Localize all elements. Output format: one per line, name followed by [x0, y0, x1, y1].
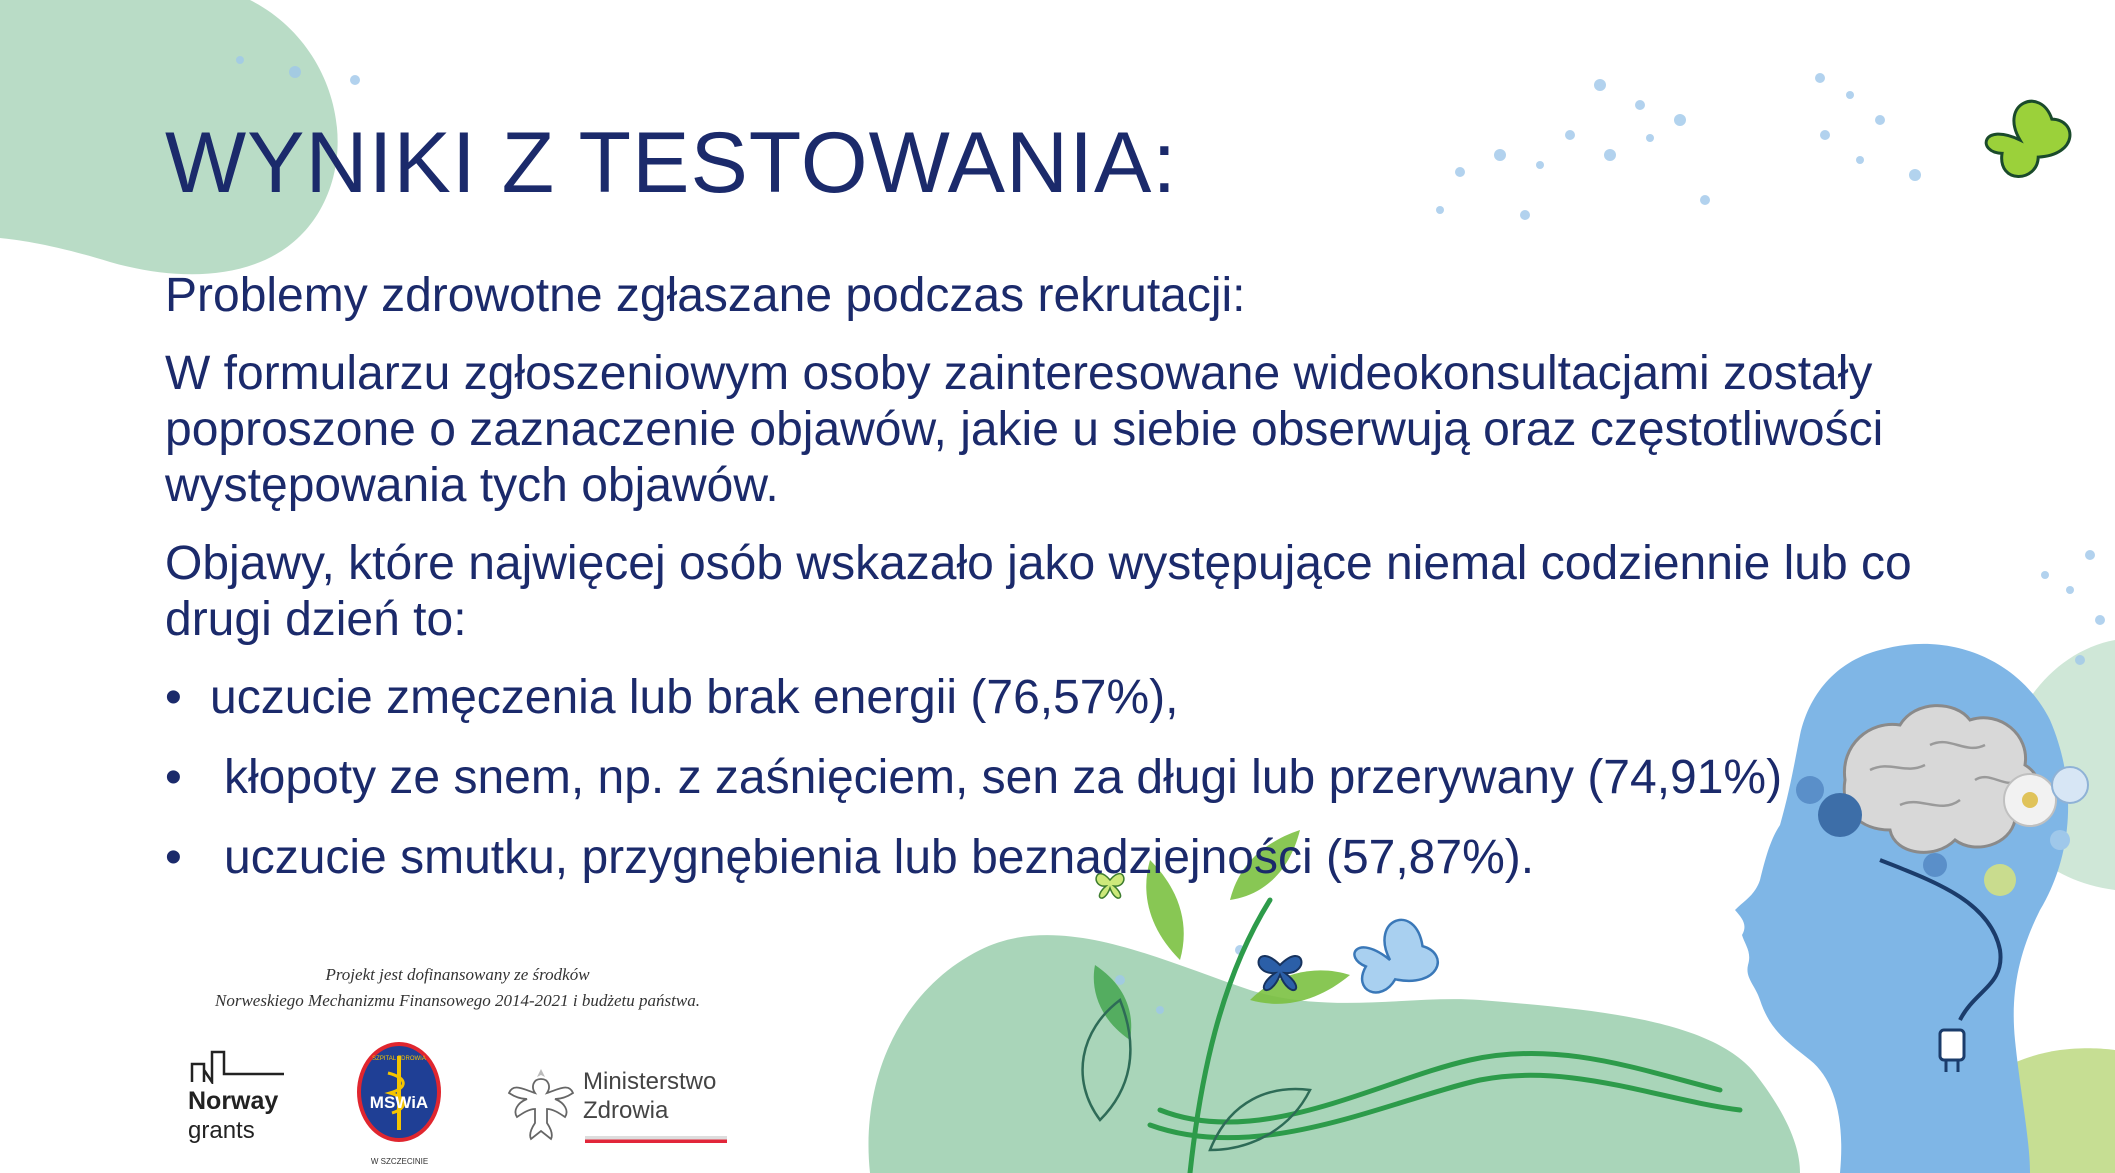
- list-item: [165, 830, 1965, 886]
- ministry-line-2: Zdrowia: [583, 1097, 669, 1124]
- slide-title: WYNIKI Z TESTOWANIA:: [165, 115, 1178, 211]
- ministry-name: [583, 1067, 716, 1125]
- symptom-text: kłopoty ze snem, np. z zaśnięciem, sen za długi lub przerywany (74,91%): [224, 751, 1783, 804]
- list-item: [165, 670, 1965, 726]
- funding-line-2: Norweskiego Mechanizmu Finansowego 2014-2021 i budżetu państwa.: [215, 991, 700, 1010]
- method-paragraph: W formularzu zgłoszeniowym osoby zainteresowane wideokonsultacjami zostały poproszone o zaznaczenie objawów, jakie u siebie obserwują oraz częstotliwości występowania tych objawów.: [165, 347, 1884, 512]
- mswia-letters: MSWiA: [369, 1093, 429, 1112]
- symptoms-intro: Objawy, które najwięcej osób wskazało jako występujące niemal codziennie lub co drugi dzień to:: [165, 537, 1912, 646]
- symptom-list: [165, 670, 1965, 886]
- norway-grants-mark-icon: [190, 1048, 285, 1084]
- butterfly-blue-large: [1349, 913, 1442, 996]
- ministry-line-1: Ministerstwo: [583, 1068, 717, 1095]
- mswia-logo: [352, 1038, 447, 1166]
- bullet-icon: •: [165, 751, 182, 804]
- mswia-arc-text: SZPITAL ZDROWIA: [372, 1056, 426, 1062]
- bullet-icon: •: [165, 671, 182, 724]
- symptom-text: uczucie zmęczenia lub brak energii (76,57%),: [210, 671, 1179, 724]
- mswia-caption: W SZCZECINIE: [370, 1157, 429, 1166]
- symptom-text: uczucie smutku, przygnębienia lub beznadziejności (57,87%).: [224, 831, 1535, 884]
- slide-body: [165, 268, 1965, 910]
- list-item: [165, 750, 1965, 806]
- bottom-blob: [868, 935, 1800, 1173]
- ministry-of-health-logo: [505, 1063, 735, 1143]
- funding-line-1: Projekt jest dofinansowany ze środków: [325, 965, 590, 984]
- bullet-icon: •: [165, 831, 182, 884]
- norway-grants-logo: [188, 1048, 298, 1146]
- butterfly-lime: [1980, 95, 2075, 181]
- flag-stripe: [585, 1136, 727, 1143]
- funding-note: [185, 962, 730, 1014]
- norway-word: Norway: [188, 1087, 279, 1115]
- grants-word: grants: [188, 1117, 255, 1144]
- intro-heading: Problemy zdrowotne zgłaszane podczas rekrutacji:: [165, 269, 1246, 322]
- mswia-emblem-icon: [352, 1038, 447, 1150]
- white-eagle-icon: [505, 1063, 577, 1143]
